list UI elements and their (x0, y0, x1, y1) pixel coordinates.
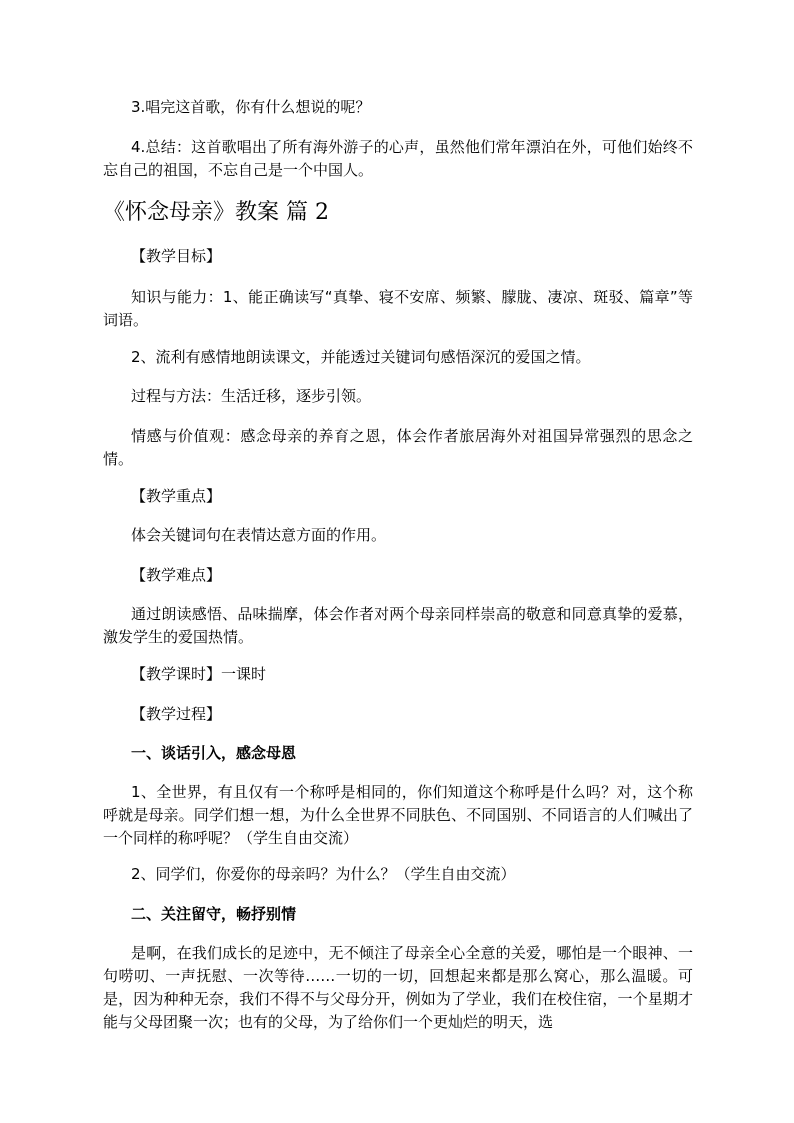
process-label: 【教学过程】 (131, 705, 222, 723)
intro-summary: 4.总结：这首歌唱出了所有海外游子的心声，虽然他们常年漂泊在外，可他们始终不忘自己的祖国，不忘自己是一个中国人。 (103, 138, 693, 179)
reading-objective: 2、流利有感情地朗读课文，并能透过关键词句感悟深沉的爱国之情。 (131, 348, 591, 366)
emotion-value: 情感与价值观：感念母亲的养育之恩，体会作者旅居海外对祖国异常强烈的思念之情。 (103, 427, 693, 468)
part1-paragraph-2: 2、同学们，你爱你的母亲吗？为什么？（学生自由交流） (131, 865, 516, 883)
key-point-text: 体会关键词句在表情达意方面的作用。 (131, 526, 387, 544)
class-period: 【教学课时】一课时 (131, 665, 267, 683)
objectives-label: 【教学目标】 (131, 247, 222, 265)
intro-question: 3.唱完这首歌，你有什么想说的呢？ (131, 98, 371, 116)
part2-title: 二、关注留守，畅抒别情 (131, 905, 297, 923)
part2-paragraph-1: 是啊，在我们成长的足迹中，无不倾注了母亲全心全意的关爱，哪怕是一个眼神、一句唠叨、一声抚慰、一次等待……一切的一切，回想起来都是那么窝心，那么温暖。可是，因为种种无奈，我们不得不与父母分开，例如为了学业，我们在校住宿，一个星期才能与父母团聚一次；也有的父母，为了给你们一个更灿烂的明天，选 (103, 944, 693, 1031)
part1-title: 一、谈话引入，感念母恩 (131, 744, 297, 762)
difficulty-text: 通过朗读感悟、品味揣摩，体会作者对两个母亲同样崇高的敬意和同意真挚的爱慕，激发学生的爱国热情。 (103, 605, 693, 646)
part1-paragraph-1: 1、全世界，有且仅有一个称呼是相同的，你们知道这个称呼是什么吗？对，这个称呼就是母亲。同学们想一想，为什么全世界不同肤色、不同国别、不同语言的人们喊出了一个同样的称呼呢？（学生自由交流） (103, 783, 693, 847)
section-title: 《怀念母亲》教案 篇 2 (103, 200, 329, 225)
knowledge-ability: 知识与能力：1、能正确读写“真挚、寝不安席、频繁、朦胧、凄凉、斑驳、篇章”等词语。 (103, 288, 693, 329)
process-method: 过程与方法：生活迁移，逐步引领。 (131, 387, 372, 405)
key-point-label: 【教学重点】 (131, 487, 222, 505)
difficulty-label: 【教学难点】 (131, 566, 222, 584)
